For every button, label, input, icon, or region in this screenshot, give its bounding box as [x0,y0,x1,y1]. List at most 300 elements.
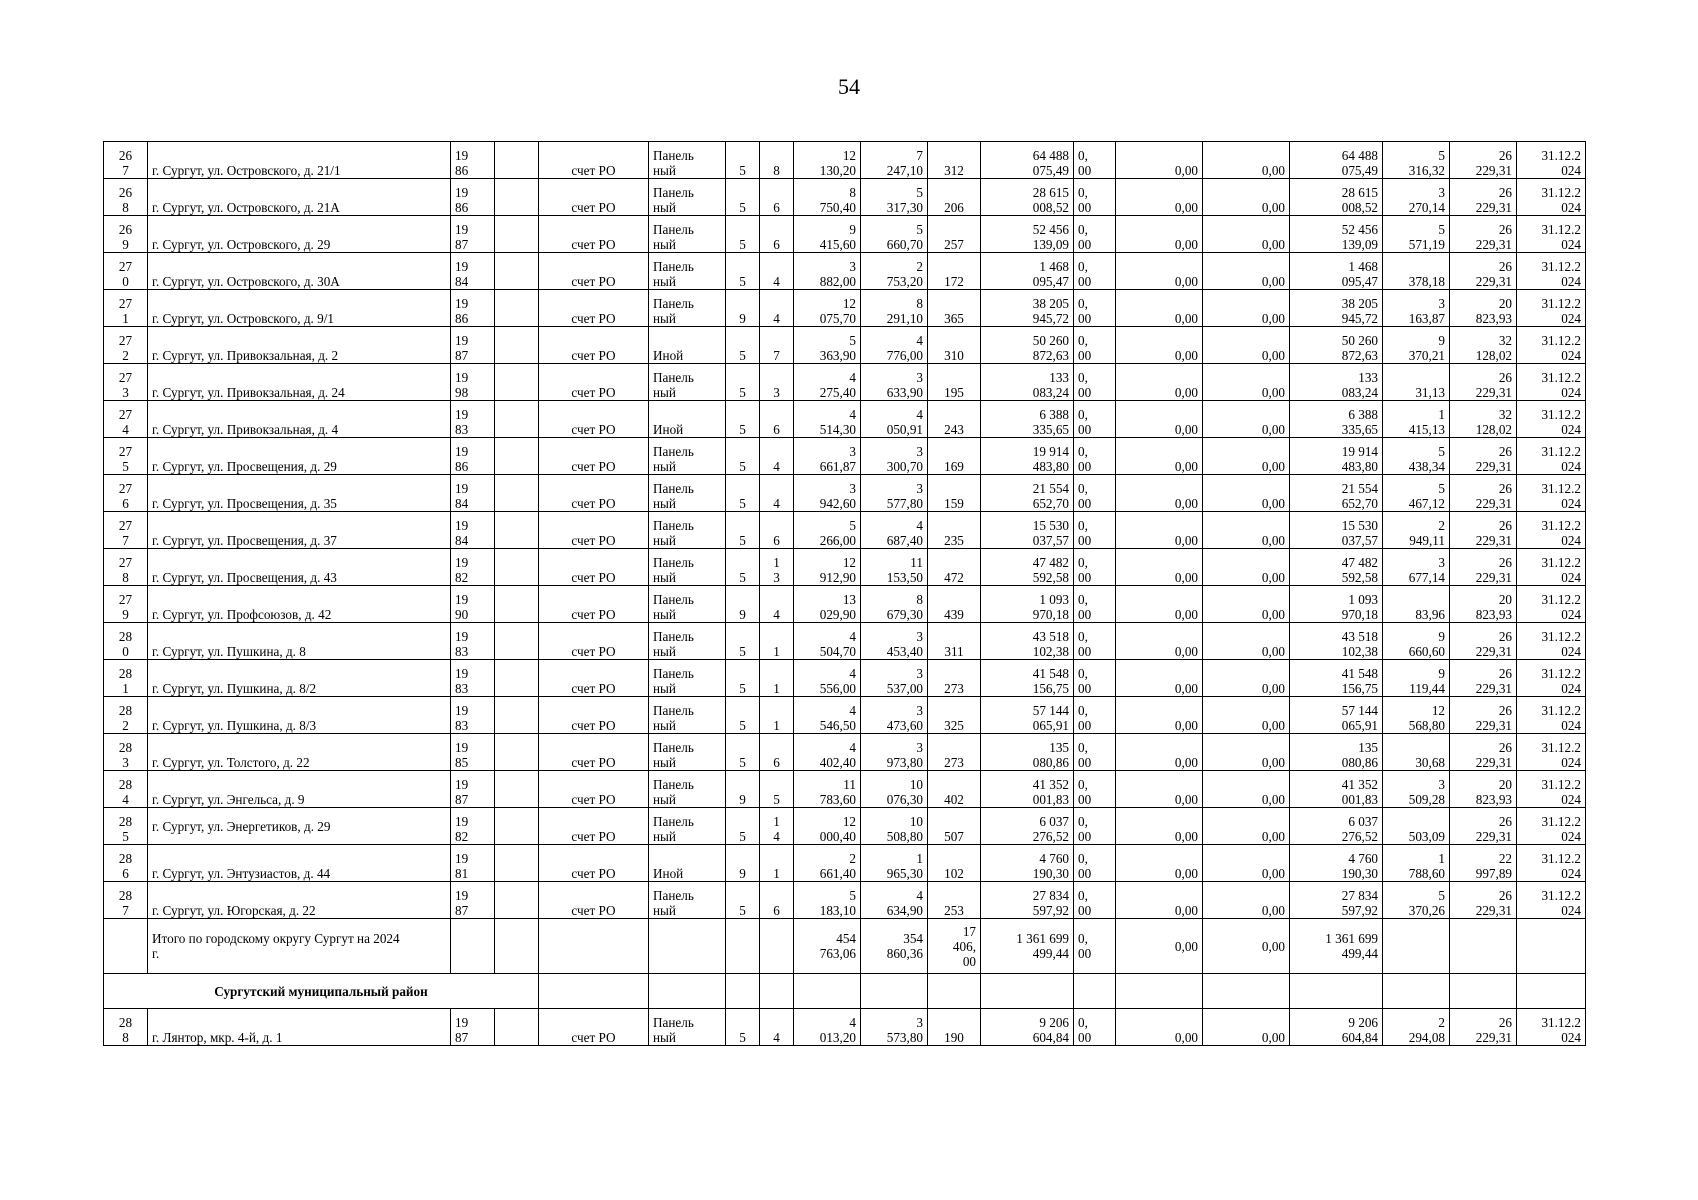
cell-year: 19 82 [451,549,495,586]
cell-f1: 0, 00 [1074,845,1116,882]
cell-mat: Панель ный [649,253,726,290]
cell-lim: 26 229,31 [1450,475,1517,512]
empty-cell [104,919,148,974]
cell-f1: 0, 00 [1074,216,1116,253]
empty-cell [649,974,726,1009]
cell-fund: счет РО [539,253,649,290]
empty-cell [451,919,495,974]
cell-ar2: 10 076,30 [861,771,928,808]
cell-cost: 1 093 970,18 [981,586,1074,623]
cell-fund: счет РО [539,327,649,364]
cell-f1: 0, 00 [1074,623,1116,660]
cell-addr: г. Сургут, ул. Привокзальная, д. 4 [148,401,451,438]
table-row [104,882,1586,919]
cell-addr: г. Сургут, ул. Привокзальная, д. 24 [148,364,451,401]
cell-n: 28 2 [104,697,148,734]
cell-fl: 5 [726,882,760,919]
cell-en: 1 [760,697,794,734]
cell-cost: 27 834 597,92 [981,882,1074,919]
cell-ar1: 12 000,40 [794,808,861,845]
cell-fl: 5 [726,1009,760,1046]
cell-date: 31.12.2 024 [1517,216,1586,253]
cell-f2: 0,00 [1116,142,1203,179]
cell-res: 312 [928,142,981,179]
cell-pm: 5 438,34 [1383,438,1450,475]
cell-f1: 0, 00 [1074,771,1116,808]
cell-fund: счет РО [539,216,649,253]
cell-f3: 0,00 [1203,549,1290,586]
cell-year: 19 83 [451,660,495,697]
cell-empty [495,216,539,253]
empty-cell [794,974,861,1009]
cell-empty [495,697,539,734]
cell-pm: 9 119,44 [1383,660,1450,697]
cell-f2: 0,00 [1116,512,1203,549]
cell-own: 135 080,86 [1290,734,1383,771]
cell-n: 27 3 [104,364,148,401]
cell-addr: г. Сургут, ул. Просвещения, д. 37 [148,512,451,549]
empty-cell [1450,919,1517,974]
cell-fl: 5 [726,623,760,660]
empty-cell [539,919,649,974]
cell-date: 31.12.2 024 [1517,623,1586,660]
table-row [104,586,1586,623]
cell-date: 31.12.2 024 [1517,364,1586,401]
cell-fl: 5 [726,327,760,364]
cell-ar2: 3 453,40 [861,623,928,660]
cell-ar2: 8 291,10 [861,290,928,327]
cell-addr: г. Сургут, ул. Просвещения, д. 29 [148,438,451,475]
cell-en: 6 [760,512,794,549]
cell-en: 4 [760,1009,794,1046]
cell-addr: г. Сургут, ул. Пушкина, д. 8/2 [148,660,451,697]
cell-own: 38 205 945,72 [1290,290,1383,327]
cell-ar2: 1 965,30 [861,845,928,882]
cell-res: 257 [928,216,981,253]
cell-year: 19 87 [451,1009,495,1046]
cell-addr: г. Сургут, ул. Энгельса, д. 9 [148,771,451,808]
cell-mat: Панель ный [649,364,726,401]
cell-mat: Панель ный [649,771,726,808]
cell-f2: 0,00 [1116,882,1203,919]
cell-date: 31.12.2 024 [1517,179,1586,216]
cell-fund: счет РО [539,623,649,660]
cell-pm: 5 370,26 [1383,882,1450,919]
cell-f3: 0,00 [1203,179,1290,216]
cell-empty [495,253,539,290]
table-row [104,771,1586,808]
cell-lim: 26 229,31 [1450,179,1517,216]
cell-date: 31.12.2 024 [1517,290,1586,327]
cell-fund: счет РО [539,290,649,327]
cell-f1: 0, 00 [1074,1009,1116,1046]
empty-cell [1517,919,1586,974]
cell-cost: 50 260 872,63 [981,327,1074,364]
cell-date: 31.12.2 024 [1517,512,1586,549]
cell-fund: счет РО [539,771,649,808]
cell-f1: 0, 00 [1074,660,1116,697]
cell-date: 31.12.2 024 [1517,660,1586,697]
cell-ar2: 10 508,80 [861,808,928,845]
cell-cost: 41 548 156,75 [981,660,1074,697]
cell-empty [495,623,539,660]
cell-f2: 0,00 [1116,549,1203,586]
cell-ar2: 3 573,80 [861,1009,928,1046]
cell-f2: 0,00 [1116,475,1203,512]
cell-lim: 32 128,02 [1450,327,1517,364]
cell-f2: 0,00 [1116,734,1203,771]
cell-fund: счет РО [539,549,649,586]
cell-year: 19 86 [451,142,495,179]
cell-res: 159 [928,475,981,512]
cell-cost: 15 530 037,57 [981,512,1074,549]
cell-ar1: 2 661,40 [794,845,861,882]
cell-mat: Панель ный [649,660,726,697]
cell-cost: 135 080,86 [981,734,1074,771]
cell-n: 27 4 [104,401,148,438]
cell-f1: 0, 00 [1074,512,1116,549]
cell-n: 26 8 [104,179,148,216]
cell-res: 169 [928,438,981,475]
cell-ar1: 5 363,90 [794,327,861,364]
cell-addr: г. Сургут, ул. Островского, д. 9/1 [148,290,451,327]
cell-res: 273 [928,660,981,697]
cell-empty [495,179,539,216]
total-own: 1 361 699 499,44 [1290,919,1383,974]
cell-date: 31.12.2 024 [1517,253,1586,290]
cell-date: 31.12.2 024 [1517,438,1586,475]
cell-empty [495,771,539,808]
empty-cell [539,974,649,1009]
cell-cost: 133 083,24 [981,364,1074,401]
empty-cell [760,919,794,974]
empty-cell [1383,919,1450,974]
empty-cell [726,919,760,974]
cell-cost: 38 205 945,72 [981,290,1074,327]
cell-f3: 0,00 [1203,475,1290,512]
cell-mat: Панель ный [649,142,726,179]
cell-addr: г. Сургут, ул. Островского, д. 21А [148,179,451,216]
cell-addr: г. Сургут, ул. Просвещения, д. 43 [148,549,451,586]
cell-empty [495,438,539,475]
empty-cell [1116,974,1203,1009]
cell-ar1: 9 415,60 [794,216,861,253]
cell-fl: 9 [726,845,760,882]
cell-empty [495,1009,539,1046]
table-row [104,623,1586,660]
cell-lim: 26 229,31 [1450,364,1517,401]
cell-lim: 22 997,89 [1450,845,1517,882]
cell-pm: 9 370,21 [1383,327,1450,364]
cell-ar2: 3 633,90 [861,364,928,401]
cell-ar1: 11 783,60 [794,771,861,808]
cell-fl: 5 [726,401,760,438]
cell-ar2: 11 153,50 [861,549,928,586]
cell-ar1: 4 556,00 [794,660,861,697]
cell-ar1: 4 504,70 [794,623,861,660]
cell-addr: г. Сургут, ул. Просвещения, д. 35 [148,475,451,512]
cell-fl: 5 [726,660,760,697]
table-row [104,327,1586,364]
cell-year: 19 86 [451,438,495,475]
cell-addr: г. Сургут, ул. Профсоюзов, д. 42 [148,586,451,623]
cell-addr: г. Сургут, ул. Привокзальная, д. 2 [148,327,451,364]
cell-mat: Панель ный [649,623,726,660]
cell-fl: 5 [726,475,760,512]
cell-fl: 5 [726,438,760,475]
cell-date: 31.12.2 024 [1517,475,1586,512]
cell-lim: 26 229,31 [1450,882,1517,919]
cell-fund: счет РО [539,438,649,475]
cell-pm: 2 949,11 [1383,512,1450,549]
cell-ar2: 3 300,70 [861,438,928,475]
cell-fund: счет РО [539,142,649,179]
cell-ar2: 4 634,90 [861,882,928,919]
total-f2: 0,00 [1116,919,1203,974]
cell-pm: 3 270,14 [1383,179,1450,216]
cell-empty [495,660,539,697]
cell-addr: г. Сургут, ул. Энтузиастов, д. 44 [148,845,451,882]
cell-fund: счет РО [539,734,649,771]
cell-lim: 26 229,31 [1450,253,1517,290]
cell-pm: 1 788,60 [1383,845,1450,882]
cell-fl: 5 [726,253,760,290]
cell-date: 31.12.2 024 [1517,549,1586,586]
cell-year: 19 85 [451,734,495,771]
cell-lim: 26 229,31 [1450,734,1517,771]
cell-n: 27 0 [104,253,148,290]
empty-cell [981,974,1074,1009]
cell-f1: 0, 00 [1074,549,1116,586]
cell-fund: счет РО [539,364,649,401]
cell-fl: 5 [726,734,760,771]
cell-ar2: 3 537,00 [861,660,928,697]
empty-cell [928,974,981,1009]
cell-pm: 3 163,87 [1383,290,1450,327]
empty-cell [1290,974,1383,1009]
cell-n: 27 9 [104,586,148,623]
cell-own: 52 456 139,09 [1290,216,1383,253]
cell-own: 133 083,24 [1290,364,1383,401]
cell-cost: 47 482 592,58 [981,549,1074,586]
cell-own: 6 037 276,52 [1290,808,1383,845]
cell-fund: счет РО [539,882,649,919]
cell-n: 28 3 [104,734,148,771]
cell-empty [495,364,539,401]
cell-f2: 0,00 [1116,808,1203,845]
cell-f1: 0, 00 [1074,475,1116,512]
cell-lim: 26 229,31 [1450,142,1517,179]
empty-cell [1074,974,1116,1009]
table-row [104,1009,1586,1046]
cell-en: 5 [760,771,794,808]
cell-f3: 0,00 [1203,253,1290,290]
cell-res: 253 [928,882,981,919]
cell-f3: 0,00 [1203,438,1290,475]
cell-pm: 3 677,14 [1383,549,1450,586]
cell-mat: Панель ный [649,179,726,216]
cell-empty [495,808,539,845]
cell-ar1: 4 546,50 [794,697,861,734]
cell-res: 507 [928,808,981,845]
cell-fund: счет РО [539,1009,649,1046]
cell-addr: г. Лянтор, мкр. 4-й, д. 1 [148,1009,451,1046]
housing-register-table [103,141,1586,1046]
cell-f3: 0,00 [1203,401,1290,438]
cell-fl: 5 [726,216,760,253]
cell-lim: 26 229,31 [1450,623,1517,660]
cell-en: 4 [760,586,794,623]
cell-f3: 0,00 [1203,512,1290,549]
cell-addr: г. Сургут, ул. Толстого, д. 22 [148,734,451,771]
cell-own: 41 548 156,75 [1290,660,1383,697]
cell-year: 19 87 [451,771,495,808]
cell-year: 19 83 [451,623,495,660]
cell-mat: Иной [649,327,726,364]
cell-year: 19 87 [451,882,495,919]
cell-f3: 0,00 [1203,142,1290,179]
cell-ar2: 2 753,20 [861,253,928,290]
cell-f3: 0,00 [1203,1009,1290,1046]
cell-fund: счет РО [539,586,649,623]
cell-en: 8 [760,142,794,179]
cell-cost: 1 468 095,47 [981,253,1074,290]
cell-pm: 378,18 [1383,253,1450,290]
cell-fund: счет РО [539,660,649,697]
cell-own: 6 388 335,65 [1290,401,1383,438]
cell-ar1: 5 183,10 [794,882,861,919]
cell-f3: 0,00 [1203,586,1290,623]
cell-mat: Панель ный [649,475,726,512]
cell-mat: Панель ный [649,438,726,475]
cell-date: 31.12.2 024 [1517,327,1586,364]
total-ar2: 354 860,36 [861,919,928,974]
cell-res: 365 [928,290,981,327]
cell-en: 1 4 [760,808,794,845]
cell-own: 9 206 604,84 [1290,1009,1383,1046]
cell-year: 19 84 [451,253,495,290]
cell-addr: г. Сургут, ул. Энергетиков, д. 29 [148,808,451,845]
cell-lim: 26 229,31 [1450,808,1517,845]
cell-n: 27 8 [104,549,148,586]
cell-f1: 0, 00 [1074,734,1116,771]
cell-mat: Панель ный [649,290,726,327]
cell-ar2: 7 247,10 [861,142,928,179]
cell-ar1: 8 750,40 [794,179,861,216]
cell-fl: 5 [726,808,760,845]
cell-res: 402 [928,771,981,808]
cell-own: 15 530 037,57 [1290,512,1383,549]
cell-f2: 0,00 [1116,845,1203,882]
cell-own: 47 482 592,58 [1290,549,1383,586]
cell-own: 21 554 652,70 [1290,475,1383,512]
cell-mat: Панель ный [649,586,726,623]
cell-n: 28 0 [104,623,148,660]
cell-empty [495,327,539,364]
cell-n: 26 9 [104,216,148,253]
cell-cost: 57 144 065,91 [981,697,1074,734]
cell-lim: 26 229,31 [1450,660,1517,697]
cell-f3: 0,00 [1203,660,1290,697]
cell-ar1: 12 130,20 [794,142,861,179]
cell-pm: 1 415,13 [1383,401,1450,438]
cell-ar1: 4 514,30 [794,401,861,438]
cell-f1: 0, 00 [1074,327,1116,364]
cell-lim: 26 229,31 [1450,438,1517,475]
cell-f2: 0,00 [1116,623,1203,660]
cell-empty [495,142,539,179]
total-ar1: 454 763,06 [794,919,861,974]
cell-lim: 20 823,93 [1450,771,1517,808]
cell-lim: 26 229,31 [1450,1009,1517,1046]
cell-fl: 5 [726,179,760,216]
empty-cell [726,974,760,1009]
cell-year: 19 86 [451,290,495,327]
cell-f3: 0,00 [1203,290,1290,327]
cell-f2: 0,00 [1116,401,1203,438]
cell-date: 31.12.2 024 [1517,1009,1586,1046]
cell-n: 27 7 [104,512,148,549]
cell-year: 19 82 [451,808,495,845]
cell-f2: 0,00 [1116,216,1203,253]
cell-f1: 0, 00 [1074,808,1116,845]
cell-pm: 9 660,60 [1383,623,1450,660]
cell-own: 1 093 970,18 [1290,586,1383,623]
cell-cost: 43 518 102,38 [981,623,1074,660]
cell-n: 27 1 [104,290,148,327]
cell-cost: 6 037 276,52 [981,808,1074,845]
empty-cell [760,974,794,1009]
cell-pm: 5 467,12 [1383,475,1450,512]
cell-fl: 9 [726,586,760,623]
table-row [104,512,1586,549]
empty-cell [861,974,928,1009]
cell-date: 31.12.2 024 [1517,697,1586,734]
cell-date: 31.12.2 024 [1517,845,1586,882]
table-row [104,549,1586,586]
cell-own: 64 488 075,49 [1290,142,1383,179]
cell-f3: 0,00 [1203,734,1290,771]
cell-pm: 31,13 [1383,364,1450,401]
cell-mat: Панель ный [649,697,726,734]
cell-year: 19 83 [451,697,495,734]
cell-year: 19 83 [451,401,495,438]
cell-empty [495,401,539,438]
cell-n: 27 5 [104,438,148,475]
cell-date: 31.12.2 024 [1517,882,1586,919]
cell-res: 172 [928,253,981,290]
cell-own: 1 468 095,47 [1290,253,1383,290]
cell-pm: 30,68 [1383,734,1450,771]
cell-year: 19 90 [451,586,495,623]
cell-en: 6 [760,401,794,438]
cell-own: 19 914 483,80 [1290,438,1383,475]
cell-n: 27 6 [104,475,148,512]
cell-fund: счет РО [539,401,649,438]
cell-cost: 52 456 139,09 [981,216,1074,253]
cell-year: 19 84 [451,512,495,549]
cell-lim: 26 229,31 [1450,512,1517,549]
cell-fund: счет РО [539,179,649,216]
cell-pm: 5 316,32 [1383,142,1450,179]
cell-addr: г. Сургут, ул. Островского, д. 29 [148,216,451,253]
cell-mat: Иной [649,845,726,882]
table-row [104,845,1586,882]
cell-n: 28 1 [104,660,148,697]
cell-ar1: 4 275,40 [794,364,861,401]
cell-en: 1 3 [760,549,794,586]
cell-ar2: 5 660,70 [861,216,928,253]
